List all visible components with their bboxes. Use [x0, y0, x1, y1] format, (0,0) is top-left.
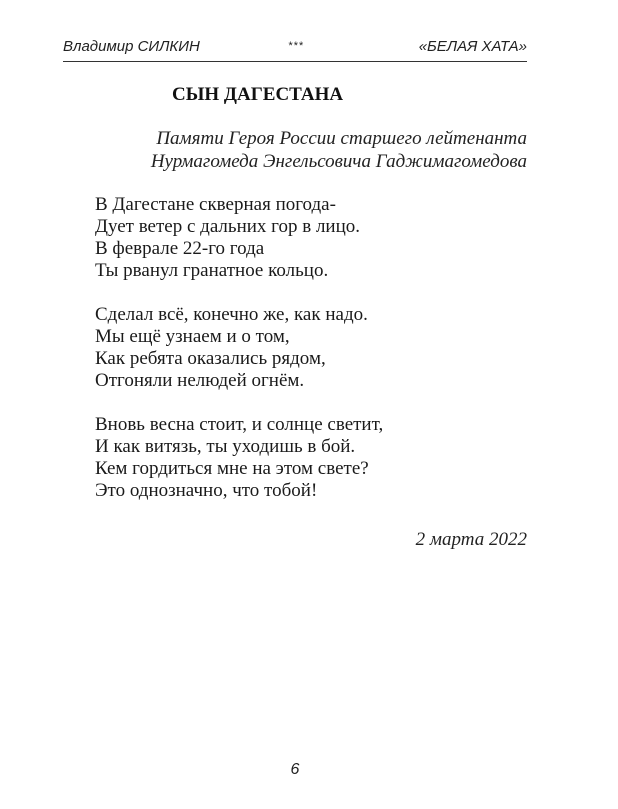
poem-line: В феврале 22-го года — [95, 238, 265, 259]
poem-line: Сделал всё, конечно же, как надо. — [95, 304, 368, 325]
stanza-3 — [95, 414, 383, 502]
dedication-line: Нурмагомеда Энгельсовича Гаджимагомедова — [150, 151, 527, 172]
running-head — [63, 38, 527, 58]
poem-line: Ты рванул гранатное кольцо. — [95, 260, 329, 281]
poem-line: Как ребята оказались рядом, — [95, 348, 326, 369]
stanza-2 — [95, 304, 383, 392]
dedication-line: Памяти Героя России старшего лейтенанта — [156, 128, 527, 149]
running-head-book-title: «БЕЛАЯ ХАТА» — [418, 38, 527, 55]
poem-line: В Дагестане скверная погода- — [95, 194, 336, 215]
poem-line: Отгоняли нелюдей огнём. — [95, 370, 305, 391]
running-head-separator: *** — [288, 40, 304, 52]
poem-line: Это однозначно, что тобой! — [95, 480, 318, 501]
poem-line: И как витязь, ты уходишь в бой. — [95, 436, 356, 457]
poem-line: Дует ветер с дальних гор в лицо. — [95, 216, 361, 237]
running-head-author: Владимир СИЛКИН — [63, 38, 200, 55]
poem-line: Вновь весна стоит, и солнце светит, — [95, 414, 384, 435]
poem-line: Кем гордиться мне на этом свете? — [95, 458, 369, 479]
poem-line: Мы ещё узнаем и о том, — [95, 326, 290, 347]
dedication — [151, 127, 527, 173]
header-rule — [63, 61, 527, 62]
poem-body — [95, 194, 383, 502]
poem-title: СЫН ДАГЕСТАНА — [172, 84, 344, 105]
stanza-1 — [95, 194, 383, 282]
page-number: 6 — [290, 761, 300, 778]
poem-date: 2 марта 2022 — [415, 529, 527, 550]
